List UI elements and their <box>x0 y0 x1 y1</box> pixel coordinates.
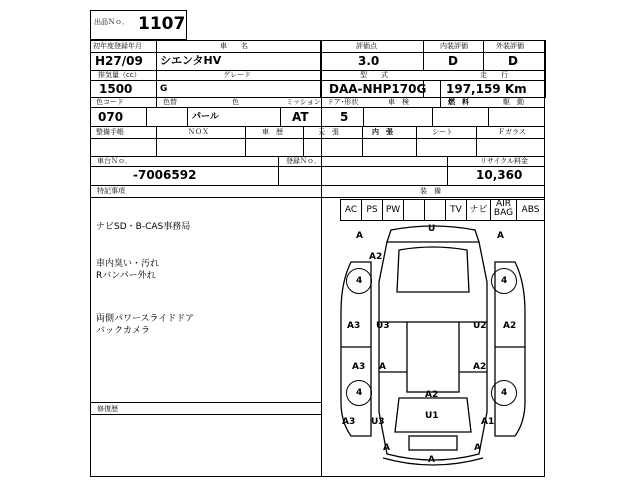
damage-code: 4 <box>501 276 508 286</box>
damage-code: A1 <box>481 417 495 427</box>
mileage-value: 197,159 Km <box>446 82 527 96</box>
rule <box>90 197 545 198</box>
score-value: 3.0 <box>358 54 380 68</box>
reg-value: H27/09 <box>95 54 143 68</box>
damage-code: 4 <box>356 276 363 286</box>
repair-label: 修復歴 <box>97 405 118 413</box>
color-code-label: 色コード <box>96 98 124 106</box>
rule <box>403 199 404 221</box>
rule <box>146 107 147 126</box>
fuel-label: 燃 料 <box>448 98 469 106</box>
seat-label: シート <box>432 128 453 136</box>
damage-code: A2 <box>369 252 383 262</box>
rule <box>432 107 433 126</box>
rule <box>278 156 279 185</box>
rule <box>156 126 157 156</box>
rule <box>362 126 363 156</box>
damage-code: U3 <box>376 321 390 331</box>
rule <box>488 107 489 126</box>
model-label: 型 式 <box>360 71 388 79</box>
chassis-value: -7006592 <box>133 168 197 182</box>
equipment-tv: TV <box>450 205 462 215</box>
color-label: 色 <box>232 98 239 106</box>
rule <box>90 402 321 403</box>
damage-code: A2 <box>473 362 487 372</box>
reg-label: 初年度登録年月 <box>93 42 142 50</box>
history-label: 車 歴 <box>262 128 283 136</box>
equipment-ac: AC <box>344 205 358 215</box>
damage-code: A3 <box>342 417 356 427</box>
lot-label: 出品Ｎｏ． <box>94 18 129 26</box>
regno-label: 登録Ｎｏ． <box>286 157 321 165</box>
equipment-pw: PW <box>385 205 401 215</box>
rule <box>303 126 304 156</box>
rule <box>416 126 417 156</box>
door-value: 5 <box>340 110 349 124</box>
damage-code: A2 <box>503 321 517 331</box>
notes-line: ナビSD・B-CAS事務局 <box>96 222 191 232</box>
rule <box>245 126 246 156</box>
notes-line: 車内臭い・汚れ <box>96 259 160 269</box>
color-value: パール <box>192 112 219 122</box>
rule <box>447 156 448 185</box>
manual-label: 整備手帳 <box>96 128 124 136</box>
exterior-eval-value: D <box>508 54 518 68</box>
score-label: 評価点 <box>356 42 377 50</box>
rule <box>424 199 425 221</box>
notes-label: 特記事項 <box>97 187 125 195</box>
mission-label: ミッション <box>286 98 321 106</box>
lot-number: 1107 <box>138 14 186 34</box>
rule <box>90 185 545 186</box>
cc-value: 1500 <box>99 82 133 96</box>
damage-code: A <box>497 231 504 241</box>
damage-code: 4 <box>356 388 363 398</box>
recycle-value: 10,360 <box>476 168 523 182</box>
damage-code: A <box>356 231 363 241</box>
interior-eval-value: D <box>448 54 458 68</box>
rule <box>156 80 157 107</box>
damage-code: A <box>383 443 390 453</box>
damage-code: U3 <box>371 417 385 427</box>
name-value: シエンタHV <box>160 54 222 67</box>
model-value: DAA-NHP170G <box>329 82 427 96</box>
damage-code: U2 <box>473 321 487 331</box>
equipment-ps: PS <box>366 205 378 215</box>
damage-code: A <box>379 362 386 372</box>
grade-value: G <box>160 84 168 94</box>
rule <box>280 107 281 126</box>
glass-label: Ｆガラス <box>498 128 526 136</box>
rule <box>363 107 364 126</box>
roof-label: 天 張 <box>318 128 339 136</box>
equipment-navi: ナビ <box>469 205 488 215</box>
color-code-value: 070 <box>98 110 124 124</box>
damage-code: A <box>428 455 435 465</box>
damage-code: U <box>428 224 436 234</box>
damage-code: A3 <box>352 362 366 372</box>
rule <box>90 107 545 108</box>
nox-label: ＮＯＸ <box>188 128 209 136</box>
damage-code: U1 <box>425 411 439 421</box>
notes-line: 両側パワースライドドア <box>96 314 195 324</box>
notes-line: Rバンパー外れ <box>96 271 156 281</box>
rule <box>476 126 477 156</box>
recycle-label: リサイクル料金 <box>480 157 529 165</box>
rule <box>187 107 188 126</box>
damage-code: A3 <box>347 321 361 331</box>
door-label: ドア･形状 <box>327 98 359 106</box>
equipment-airbag: AIR BAG <box>493 199 514 218</box>
rule <box>90 414 321 415</box>
mission-value: AT <box>292 110 309 124</box>
rule <box>156 40 157 80</box>
damage-code: 4 <box>501 388 508 398</box>
rule <box>90 166 545 167</box>
notes-line: バックカメラ <box>96 326 151 336</box>
color-change-label: 色替 <box>163 98 177 106</box>
chassis-label: 車台Ｎｏ． <box>97 157 132 165</box>
damage-code: A2 <box>425 390 439 400</box>
name-label: 車 名 <box>220 42 248 50</box>
damage-code: A <box>474 443 481 453</box>
drive-label: 駆 動 <box>503 98 524 106</box>
equipment-abs: ABS <box>521 205 540 215</box>
inspection-label: 車 検 <box>388 98 409 106</box>
mileage-label: 走 行 <box>480 71 508 79</box>
equipment-label: 装 備 <box>420 187 441 195</box>
exterior-eval-label: 外装評価 <box>496 42 524 50</box>
interior-eval-label: 内装評価 <box>440 42 468 50</box>
vehicle-diagram <box>321 222 545 476</box>
grade-label: グレード <box>223 71 251 79</box>
inner-panel-label: 内 張 <box>372 128 393 136</box>
cc-label: 排気量（cc） <box>98 71 141 79</box>
